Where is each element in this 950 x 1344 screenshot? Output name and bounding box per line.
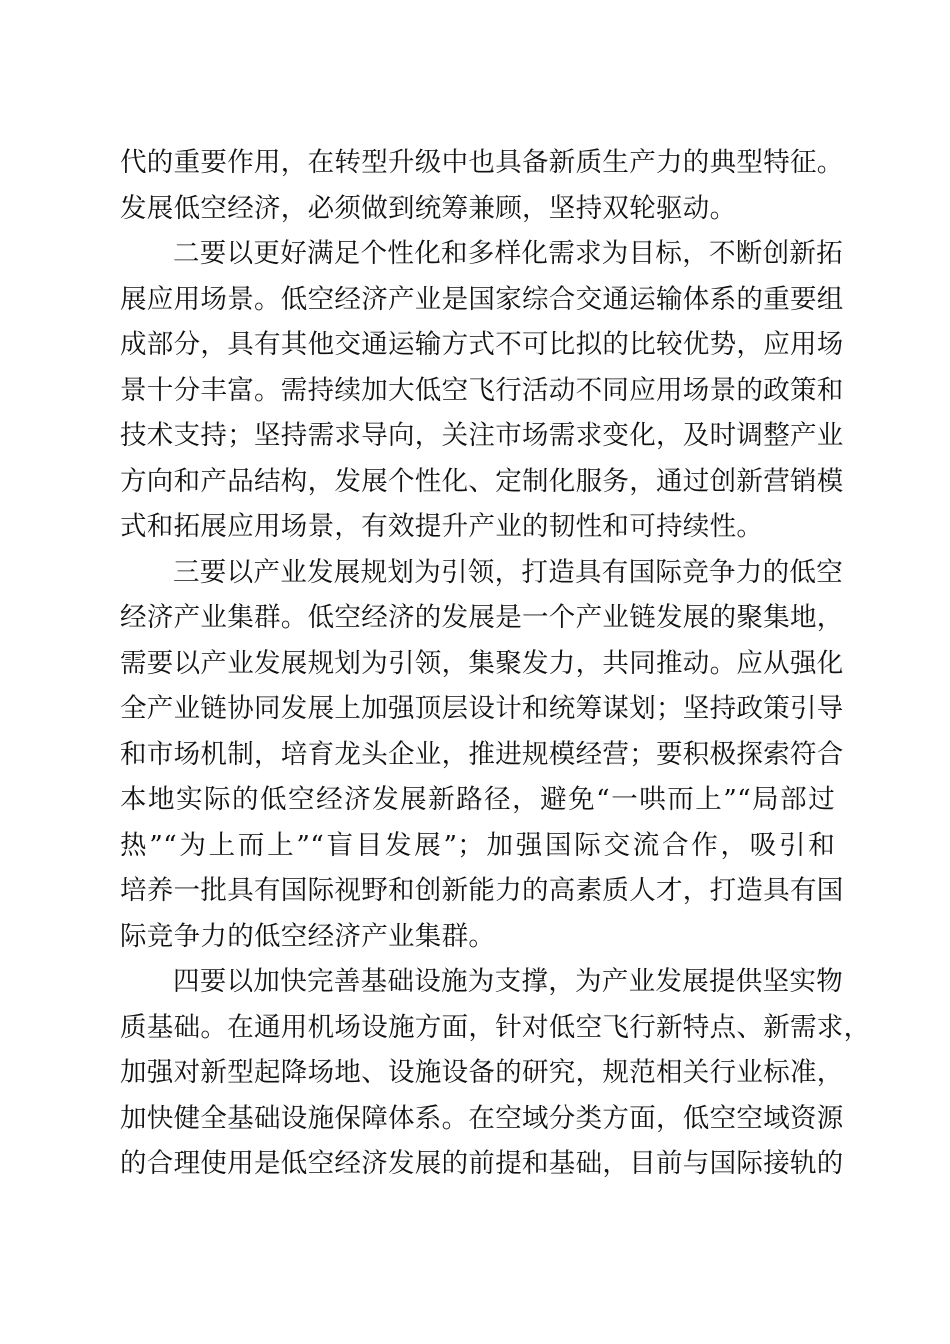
text-line: 式和拓展应用场景，有效提升产业的韧性和可持续性。: [120, 511, 764, 542]
text-line: 景十分丰富。需持续加大低空飞行活动不同应用场景的政策和: [120, 374, 844, 406]
text-line: 二要以更好满足个性化和多样化需求为目标，不断创新拓: [173, 238, 843, 269]
text-line: 的合理使用是低空经济发展的前提和基础，目前与国际接轨的: [120, 1148, 844, 1179]
text-line: 需要以产业发展规划为引领，集聚发力，共同推动。应从强化: [120, 647, 844, 679]
text-line: 本地实际的低空经济发展新路径，避免“一哄而上”“局部过: [120, 784, 835, 815]
text-line: 质基础。在通用机场设施方面，针对低空飞行新特点、新需求，: [120, 1011, 871, 1043]
text-line: 和市场机制，培育龙头企业，推进规模经营；要积极探索符合: [120, 738, 844, 770]
text-line: 发展低空经济，必须做到统筹兼顾，坚持双轮驱动。: [120, 192, 737, 224]
text-line: 经济产业集群。低空经济的发展是一个产业链发展的聚集地，: [120, 602, 844, 633]
paragraph-second-point: [120, 231, 844, 550]
text-line: 全产业链协同发展上加强顶层设计和统筹谋划；坚持政策引导: [120, 693, 844, 724]
text-line: 技术支持；坚持需求导向，关注市场需求变化，及时调整产业: [120, 420, 844, 451]
body-text: [120, 140, 871, 1187]
text-line: 培养一批具有国际视野和创新能力的高素质人才，打造具有国: [120, 875, 844, 906]
text-line: 代的重要作用，在转型升级中也具备新质生产力的典型特征。: [120, 147, 844, 178]
text-line: 三要以产业发展规划为引领，打造具有国际竞争力的低空: [173, 556, 843, 588]
text-line: 加强对新型起降场地、设施设备的研究，规范相关行业标准，: [120, 1057, 844, 1088]
paragraph-continuation: [120, 140, 844, 231]
paragraph-third-point: [120, 550, 844, 960]
text-line: 热”“为上而上”“盲目发展”；加强国际交流合作，吸引和: [120, 829, 835, 861]
text-line: 四要以加快完善基础设施为支撑，为产业发展提供坚实物: [173, 966, 843, 997]
paragraph-fourth-point: [120, 959, 871, 1187]
text-line: 成部分，具有其他交通运输方式不可比拟的比较优势，应用场: [120, 329, 844, 360]
text-line: 加快健全基础设施保障体系。在空域分类方面，低空空域资源: [120, 1102, 844, 1134]
text-line: 方向和产品结构，发展个性化、定制化服务，通过创新营销模: [120, 465, 844, 497]
text-line: 际竞争力的低空经济产业集群。: [120, 920, 496, 952]
text-line: 展应用场景。低空经济产业是国家综合交通运输体系的重要组: [120, 283, 844, 315]
